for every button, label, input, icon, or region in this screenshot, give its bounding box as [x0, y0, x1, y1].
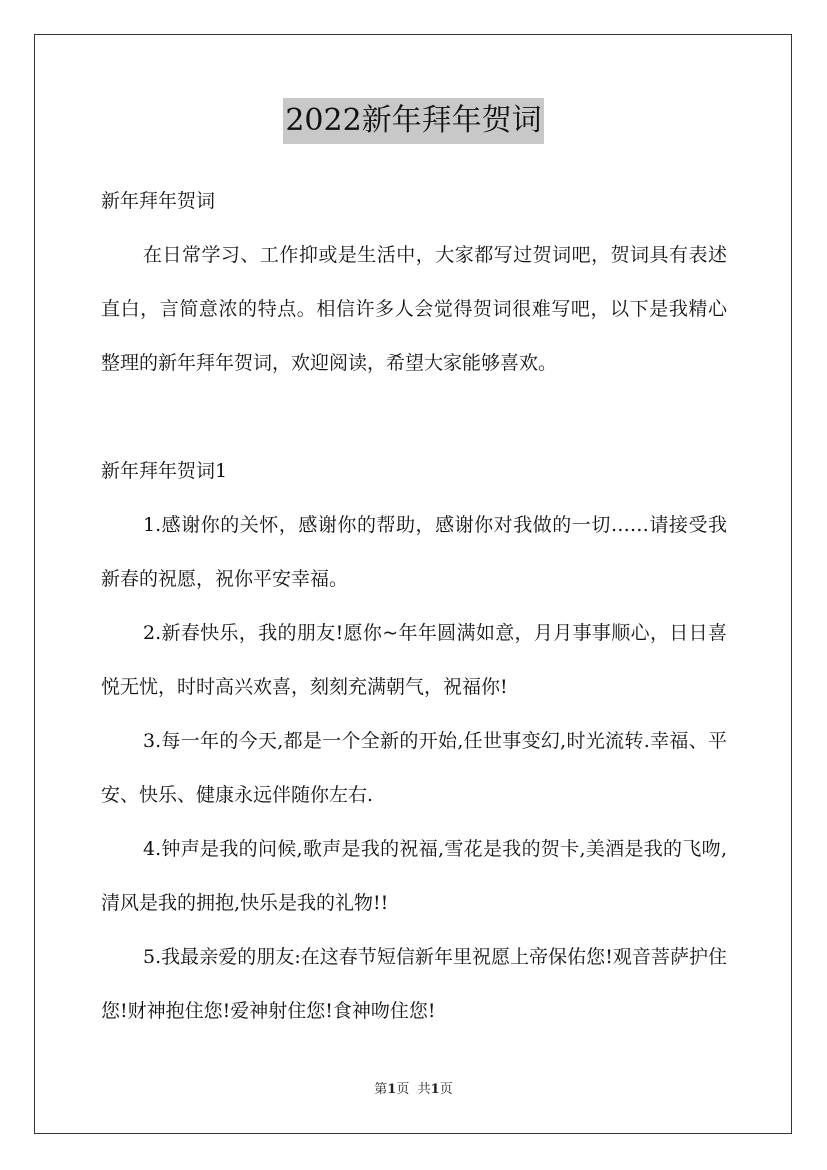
- greeting-item-1: 1.感谢你的关怀，感谢你的帮助，感谢你对我做的一切……请接受我新春的祝愿，祝你平安幸福。: [101, 514, 727, 590]
- greeting-item-5: 5.我最亲爱的朋友:在这春节短信新年里祝愿上帝保佑您!观音菩萨护住您!财神抱住您!爱神射住您!食神吻住您!: [101, 946, 727, 1022]
- document-title: 2022新年拜年贺词: [283, 98, 543, 144]
- intro-paragraph: 在日常学习、工作抑或是生活中，大家都写过贺词吧，贺词具有表述直白，言简意浓的特点。相信许多人会觉得贺词很难写吧，以下是我精心整理的新年拜年贺词，欢迎阅读，希望大家能够喜欢。: [101, 244, 727, 374]
- total-prefix: 共: [417, 1082, 431, 1097]
- page-suffix: 页: [396, 1082, 410, 1097]
- greeting-item-2: 2.新春快乐，我的朋友!愿你~年年圆满如意，月月事事顺心，日日喜悦无忧，时时高兴欢喜，刻刻充满朝气，祝福你!: [101, 622, 727, 698]
- page-footer: [0, 1080, 827, 1100]
- greeting-item-3: 3.每一年的今天,都是一个全新的开始,任世事变幻,时光流转.幸福、平安、快乐、健康永远伴随你左右.: [101, 730, 727, 806]
- title-container: [0, 98, 827, 144]
- page-current: 1: [387, 1082, 397, 1097]
- subsection-heading: 新年拜年贺词1: [101, 460, 228, 482]
- greeting-item-4: 4.钟声是我的问候,歌声是我的祝福,雪花是我的贺卡,美酒是我的飞吻,清风是我的拥抱,快乐是我的礼物!!: [101, 838, 727, 914]
- page-total: 1: [430, 1082, 440, 1097]
- total-suffix: 页: [439, 1082, 453, 1097]
- document-body: [101, 174, 727, 1038]
- page-prefix: 第: [374, 1082, 388, 1097]
- section-heading: 新年拜年贺词: [101, 190, 216, 212]
